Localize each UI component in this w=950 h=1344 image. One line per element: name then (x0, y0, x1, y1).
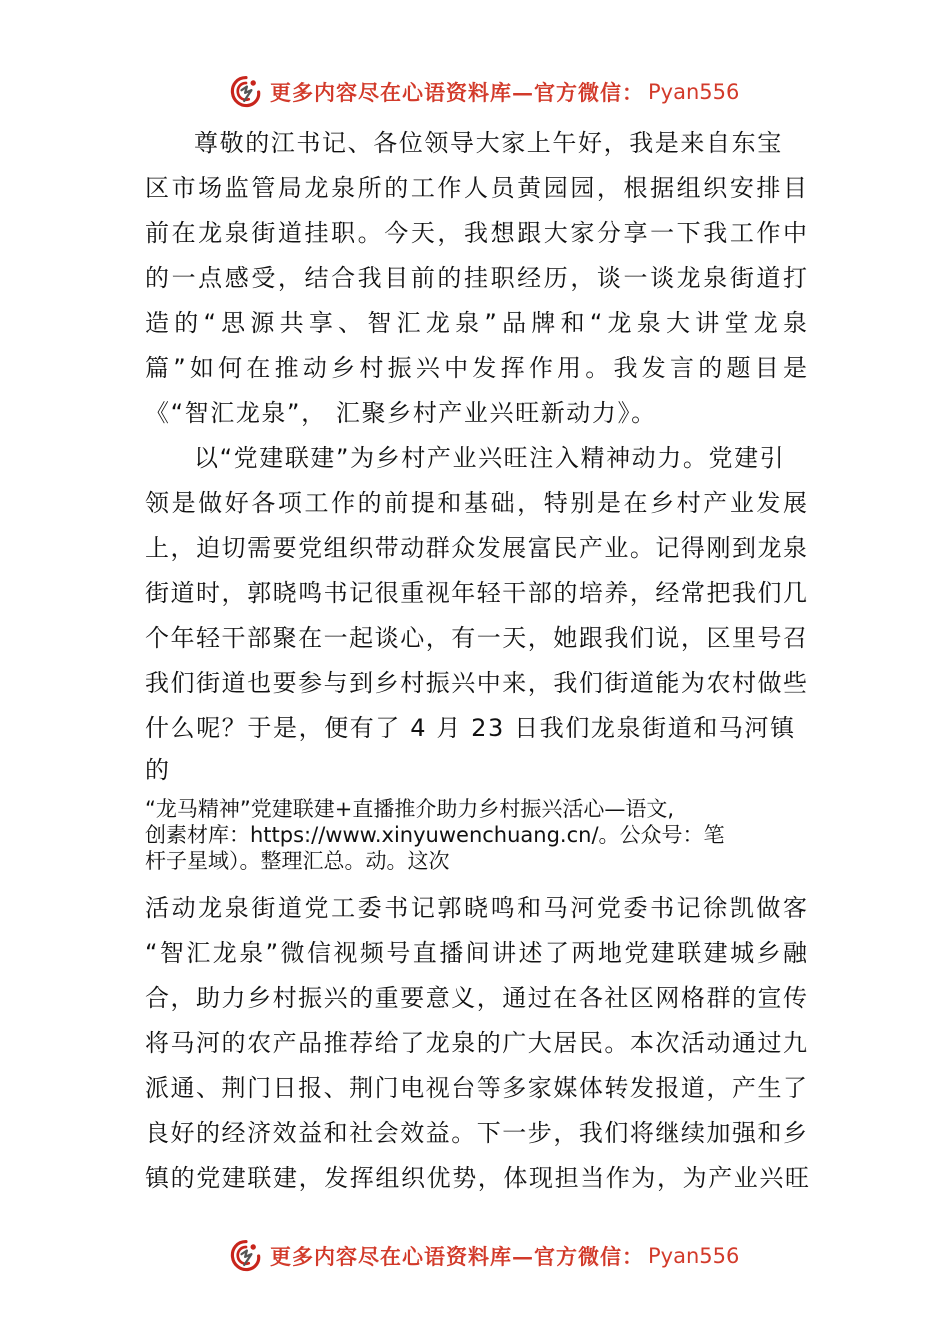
p1-line-5: 造的“思源共享、智汇龙泉”品牌和“龙泉大讲堂龙泉 (145, 309, 807, 337)
header-banner (228, 72, 739, 112)
p2-line-1: 以“党建联建”为乡村产业兴旺注入精神动力。党建引 (194, 444, 786, 472)
p3-line-7: 镇的党建联建，发挥组织优势，体现担当作为，为产业兴旺 (145, 1164, 811, 1192)
banner-wechat-handle: Pyan556 (648, 80, 740, 104)
p2-line-3: 上，迫切需要党组织带动群众发展富民产业。记得刚到龙泉 (145, 534, 807, 562)
swirl-logo-icon (228, 1238, 264, 1274)
inserted-line-1: “龙马精神”党建联建+直播推介助力乡村振兴活心—语文, (145, 797, 675, 821)
banner-text: 更多内容尽在心语资料库—官方微信： (270, 80, 644, 105)
p2-line-5: 个年轻干部聚在一起谈心，有一天，她跟我们说，区里号召 (145, 624, 807, 652)
swirl-logo-icon (228, 74, 264, 110)
p1-line-1: 尊敬的江书记、各位领导大家上午好，我是来自东宝 (194, 129, 783, 157)
p1-line-4: 的一点感受，结合我目前的挂职经历，谈一谈龙泉街道打 (145, 264, 807, 292)
p1-line-7: 《“智汇龙泉”， 汇聚乡村产业兴旺新动力》。 (145, 399, 657, 427)
p3-line-5: 派通、荆门日报、荆门电视台等多家媒体转发报道，产生了 (145, 1074, 807, 1102)
inserted-line-2: 创素材库：https://www.xinyuwenchuang.cn/。公众号：笔 (145, 823, 725, 847)
p2-line-8: 的 (145, 756, 171, 784)
p2-line-7: 什么呢？于是，便有了 4 月 23 日我们龙泉街道和马河镇 (145, 714, 796, 742)
p1-line-6: 篇”如何在推动乡村振兴中发挥作用。我发言的题目是 (145, 354, 807, 382)
p1-line-3: 前在龙泉街道挂职。今天，我想跟大家分享一下我工作中 (145, 219, 807, 247)
banner-text: 更多内容尽在心语资料库—官方微信： (270, 1244, 644, 1269)
p1-line-2: 区市场监管局龙泉所的工作人员黄园园，根据组织安排目 (145, 174, 807, 202)
inserted-line-3: 杆子星域）。整理汇总。动。这次 (145, 849, 450, 873)
p2-line-6: 我们街道也要参与到乡村振兴中来，我们街道能为农村做些 (145, 669, 807, 697)
p2-line-4: 街道时，郭晓鸣书记很重视年轻干部的培养，经常把我们几 (145, 579, 807, 607)
p3-line-3: 合，助力乡村振兴的重要意义，通过在各社区网格群的宣传 (145, 984, 807, 1012)
p2-line-2: 领是做好各项工作的前提和基础，特别是在乡村产业发展 (145, 489, 807, 517)
p3-line-6: 良好的经济效益和社会效益。下一步，我们将继续加强和乡 (145, 1119, 807, 1147)
footer-banner (228, 1236, 739, 1276)
p3-line-4: 将马河的农产品推荐给了龙泉的广大居民。本次活动通过九 (145, 1029, 807, 1057)
banner-wechat-handle: Pyan556 (648, 1244, 740, 1268)
p3-line-2: “智汇龙泉”微信视频号直播间讲述了两地党建联建城乡融 (145, 939, 807, 967)
p3-line-1: 活动龙泉街道党工委书记郭晓鸣和马河党委书记徐凯做客 (145, 894, 807, 922)
